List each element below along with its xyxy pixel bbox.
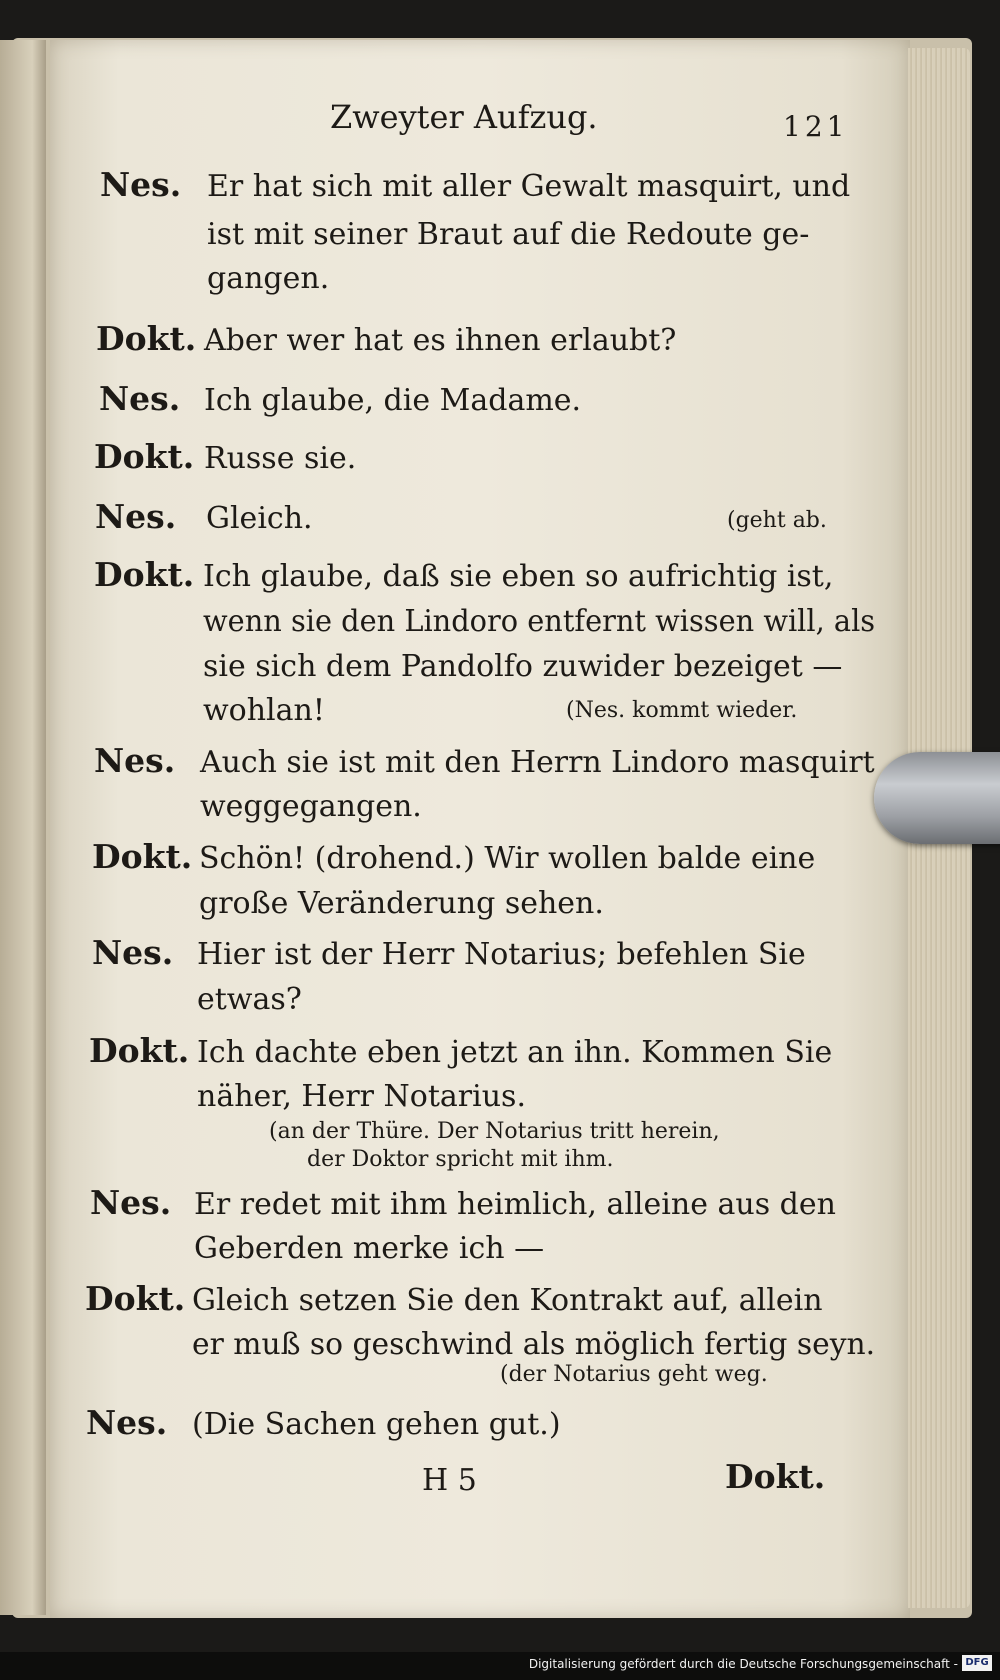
speaker-label: Dokt. — [92, 837, 193, 876]
speaker-label: Dokt. — [85, 1279, 186, 1318]
text-line: wenn sie den Lindoro entfernt wissen will, als — [203, 604, 876, 639]
text-line: etwas? — [197, 982, 302, 1017]
credit-text: Digitalisierung gefördert durch die Deutsche Forschungsgemeinschaft - — [528, 1657, 958, 1671]
stage-direction: (geht ab. — [727, 508, 827, 533]
text-line: näher, Herr Notarius. — [197, 1079, 526, 1114]
text-line: Ich dachte eben jetzt an ihn. Kommen Sie — [197, 1035, 833, 1070]
speaker-label: Dokt. — [89, 1031, 190, 1070]
speaker-label: Dokt. — [94, 555, 195, 594]
stage-direction: (an der Thüre. Der Notarius tritt herein, — [269, 1119, 720, 1144]
speaker-label: Nes. — [94, 741, 176, 780]
text-line: Ich glaube, die Madame. — [204, 383, 582, 418]
running-head: Zweyter Aufzug. — [330, 98, 598, 136]
speaker-label: Nes. — [100, 165, 182, 204]
stage-direction: (der Notarius geht weg. — [500, 1362, 768, 1387]
dfg-logo: DFG — [962, 1655, 992, 1671]
text-line: Gleich setzen Sie den Kontrakt auf, allein — [192, 1283, 823, 1318]
text-line: Auch sie ist mit den Herrn Lindoro masquirt — [200, 745, 875, 780]
text-line: (Die Sachen gehen gut.) — [192, 1407, 561, 1442]
text-line: gangen. — [207, 261, 330, 296]
speaker-label: Nes. — [90, 1183, 172, 1222]
stage-direction: (Nes. kommt wieder. — [566, 698, 798, 723]
speaker-label: Dokt. — [94, 437, 195, 476]
text-line: Er hat sich mit aller Gewalt masquirt, und — [207, 169, 851, 204]
text-line: er muß so geschwind als möglich fertig seyn. — [192, 1327, 876, 1362]
text-line: Russe sie. — [204, 441, 357, 476]
text-line: Aber wer hat es ihnen erlaubt? — [204, 323, 677, 358]
text-line: Schön! (drohend.) Wir wollen balde eine — [199, 841, 816, 876]
text-line: weggegangen. — [200, 789, 422, 824]
text-line: Geberden merke ich — — [194, 1231, 545, 1266]
page-number: 121 — [783, 110, 849, 143]
text-line: Gleich. — [206, 501, 313, 536]
text-line: sie sich dem Pandolfo zuwider bezeiget — — [203, 649, 843, 684]
text-line: Er redet mit ihm heimlich, alleine aus den — [194, 1187, 836, 1222]
speaker-label: Nes. — [86, 1403, 168, 1442]
text-line: Ich glaube, daß sie eben so aufrichtig ist, — [203, 559, 834, 594]
speaker-label: Nes. — [95, 497, 177, 536]
text-line: ist mit seiner Braut auf die Redoute ge- — [207, 217, 810, 252]
speaker-label: Dokt. — [96, 319, 197, 358]
catchword: Dokt. — [725, 1457, 826, 1496]
speaker-label: Nes. — [92, 933, 174, 972]
text-line: Hier ist der Herr Notarius; befehlen Sie — [197, 937, 806, 972]
signature-mark: H 5 — [422, 1463, 477, 1498]
text-line: große Veränderung sehen. — [199, 886, 604, 921]
stage-direction: der Doktor spricht mit ihm. — [307, 1147, 614, 1172]
speaker-label: Nes. — [99, 379, 181, 418]
text-line: wohlan! — [203, 693, 325, 728]
